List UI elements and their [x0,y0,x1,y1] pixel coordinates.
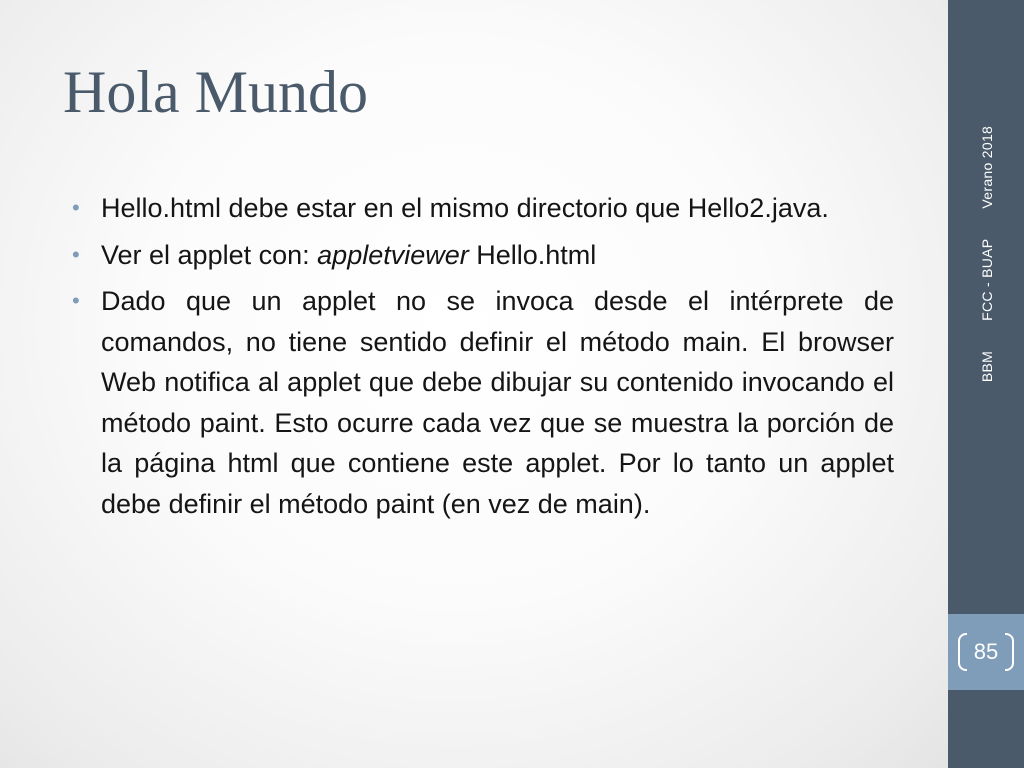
bullet-list [72,188,894,530]
bullet-item [72,188,894,229]
bullet-text-prefix: Ver el applet con: [101,239,318,270]
bullet-dot-icon: • [72,288,80,313]
bullet-text-emphasis: appletviewer [317,239,469,270]
page-number-box [948,614,1024,690]
bullet-item [72,235,894,276]
footer-term: Verano 2018 [979,125,995,209]
slide-title: Hola Mundo [63,59,368,125]
bullet-dot-icon: • [72,241,80,267]
footer-author: BBM [979,350,995,383]
bullet-text: Dado que un applet no se invoca desde el intérprete de comandos, no tiene sentido definir el método main. El browser Web notifica al applet que debe dibujar su contenido invocando el método paint. Esto ocurre cada vez que se muestra la porción de la página html que contiene este applet. Por lo tanto un applet debe definir el método paint (en vez de main). [101,286,894,519]
bullet-item [72,281,894,524]
page-number: 85 [973,639,999,664]
footer-institution: FCC - BUAP [979,238,995,321]
bullet-dot-icon: • [72,195,80,220]
bullet-text: Hello.html debe estar en el mismo directorio que Hello2.java. [101,193,829,223]
footer-vertical-text [979,126,995,382]
bullet-text-suffix: Hello.html [468,239,597,270]
